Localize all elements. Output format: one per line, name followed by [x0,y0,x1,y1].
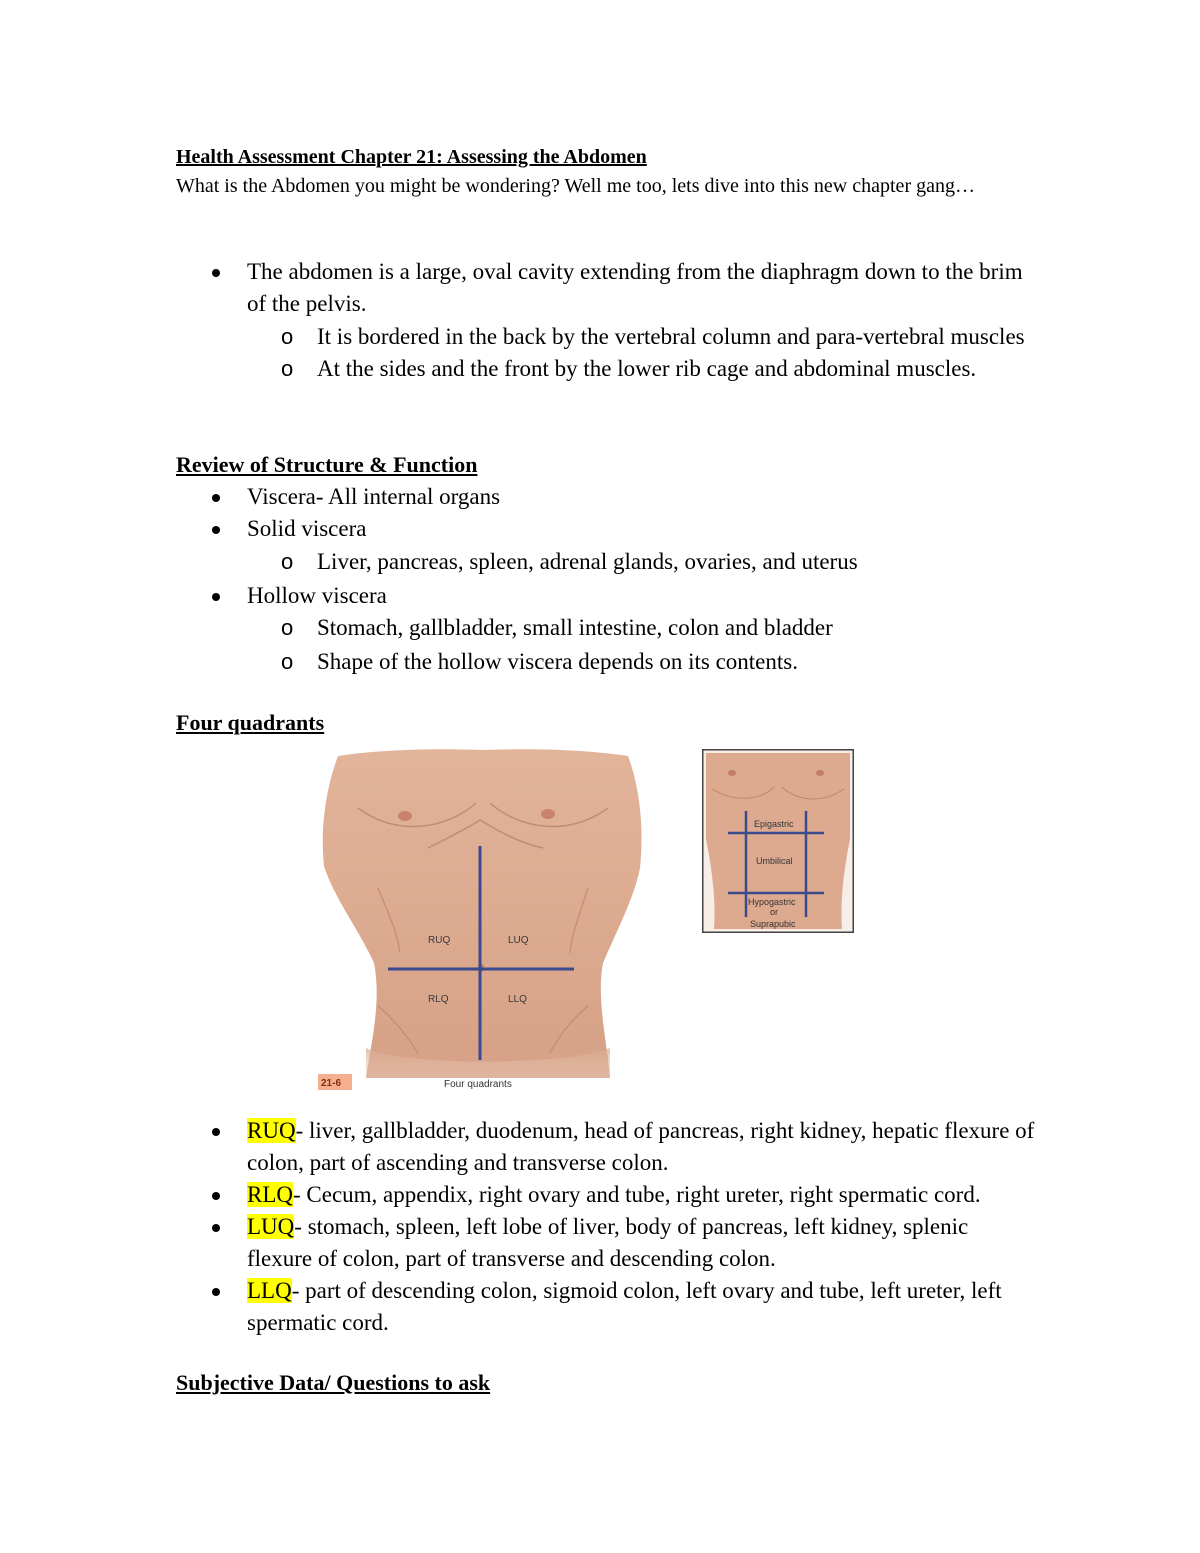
list-item: LLQ- part of descending colon, sigmoid colon, left ovary and tube, left ureter, left spermatic cord. [176,1275,1036,1339]
sub-list-item: o Liver, pancreas, spleen, adrenal glands, ovaries, and uterus [176,546,1036,578]
label-epigastric: Epigastric [754,819,794,829]
circle-bullet-icon: o [281,324,294,349]
torso-shape [323,749,642,1078]
highlighted-tag: LUQ [247,1214,295,1239]
bullet-icon [212,593,220,601]
list-item: LUQ- stomach, spleen, left lobe of liver, body of pancreas, left kidney, splenic flexure of colon, part of transverse and descending colon. [176,1211,1036,1275]
review-heading: Review of Structure & Function [176,452,478,477]
sub-list-item: o It is bordered in the back by the vertebral column and para-vertebral muscles [176,321,1036,353]
highlighted-tag: RUQ [247,1118,296,1143]
label-luq: LUQ [508,935,529,946]
bullet-icon [212,494,220,502]
highlighted-tag: RLQ [247,1182,293,1207]
figure-caption: Four quadrants [444,1079,512,1090]
nipple-shape [541,809,555,819]
label-hypogastric: Hypogastric [748,897,796,907]
figure-number: 21-6 [321,1078,342,1089]
label-ruq: RUQ [428,935,451,946]
sub-list-item: o At the sides and the front by the lower rib cage and abdominal muscles. [176,353,1036,385]
abdominal-regions-figure [702,749,854,933]
bullet-icon [212,1192,220,1200]
abdomen-definition-list [176,256,1036,385]
highlighted-tag: LLQ [247,1278,292,1303]
label-or: or [770,907,779,917]
bullet-icon [212,1224,220,1232]
intro-paragraph: What is the Abdomen you might be wondering? Well me too, lets dive into this new chapter gang… [176,175,975,197]
circle-bullet-icon: o [281,356,294,381]
list-item: Viscera- All internal organs [176,481,1036,513]
circle-bullet-icon: o [281,549,294,574]
circle-bullet-icon: o [281,649,294,674]
bullet-icon [212,1288,220,1296]
list-item: Solid viscera [176,513,1036,545]
label-suprapubic: Suprapubic [750,919,796,929]
circle-bullet-icon: o [281,615,294,640]
list-item: The abdomen is a large, oval cavity extending from the diaphragm down to the brim of the pelvis. [176,256,1036,320]
review-list [176,481,1036,678]
bullet-icon [212,526,220,534]
bullet-icon [212,1128,220,1136]
sub-list-item: o Shape of the hollow viscera depends on its contents. [176,646,1036,678]
sub-list-item: o Stomach, gallbladder, small intestine, colon and bladder [176,612,1036,644]
nipple-shape [398,811,412,821]
quadrant-contents-list [176,1115,1036,1339]
list-item: RUQ- liver, gallbladder, duodenum, head of pancreas, right kidney, hepatic flexure of colon, part of ascending and transverse colon. [176,1115,1036,1179]
list-item: RLQ- Cecum, appendix, right ovary and tube, right ureter, right spermatic cord. [176,1179,1036,1211]
quadrants-heading: Four quadrants [176,710,325,735]
bullet-icon [212,269,220,277]
document-title: Health Assessment Chapter 21: Assessing the Abdomen [176,146,647,168]
four-quadrants-figure [318,748,648,1098]
label-rlq: RLQ [428,994,449,1005]
label-umbilical: Umbilical [756,856,793,866]
label-llq: LLQ [508,994,527,1005]
subjective-heading: Subjective Data/ Questions to ask [176,1370,491,1395]
list-item: Hollow viscera [176,580,1036,612]
